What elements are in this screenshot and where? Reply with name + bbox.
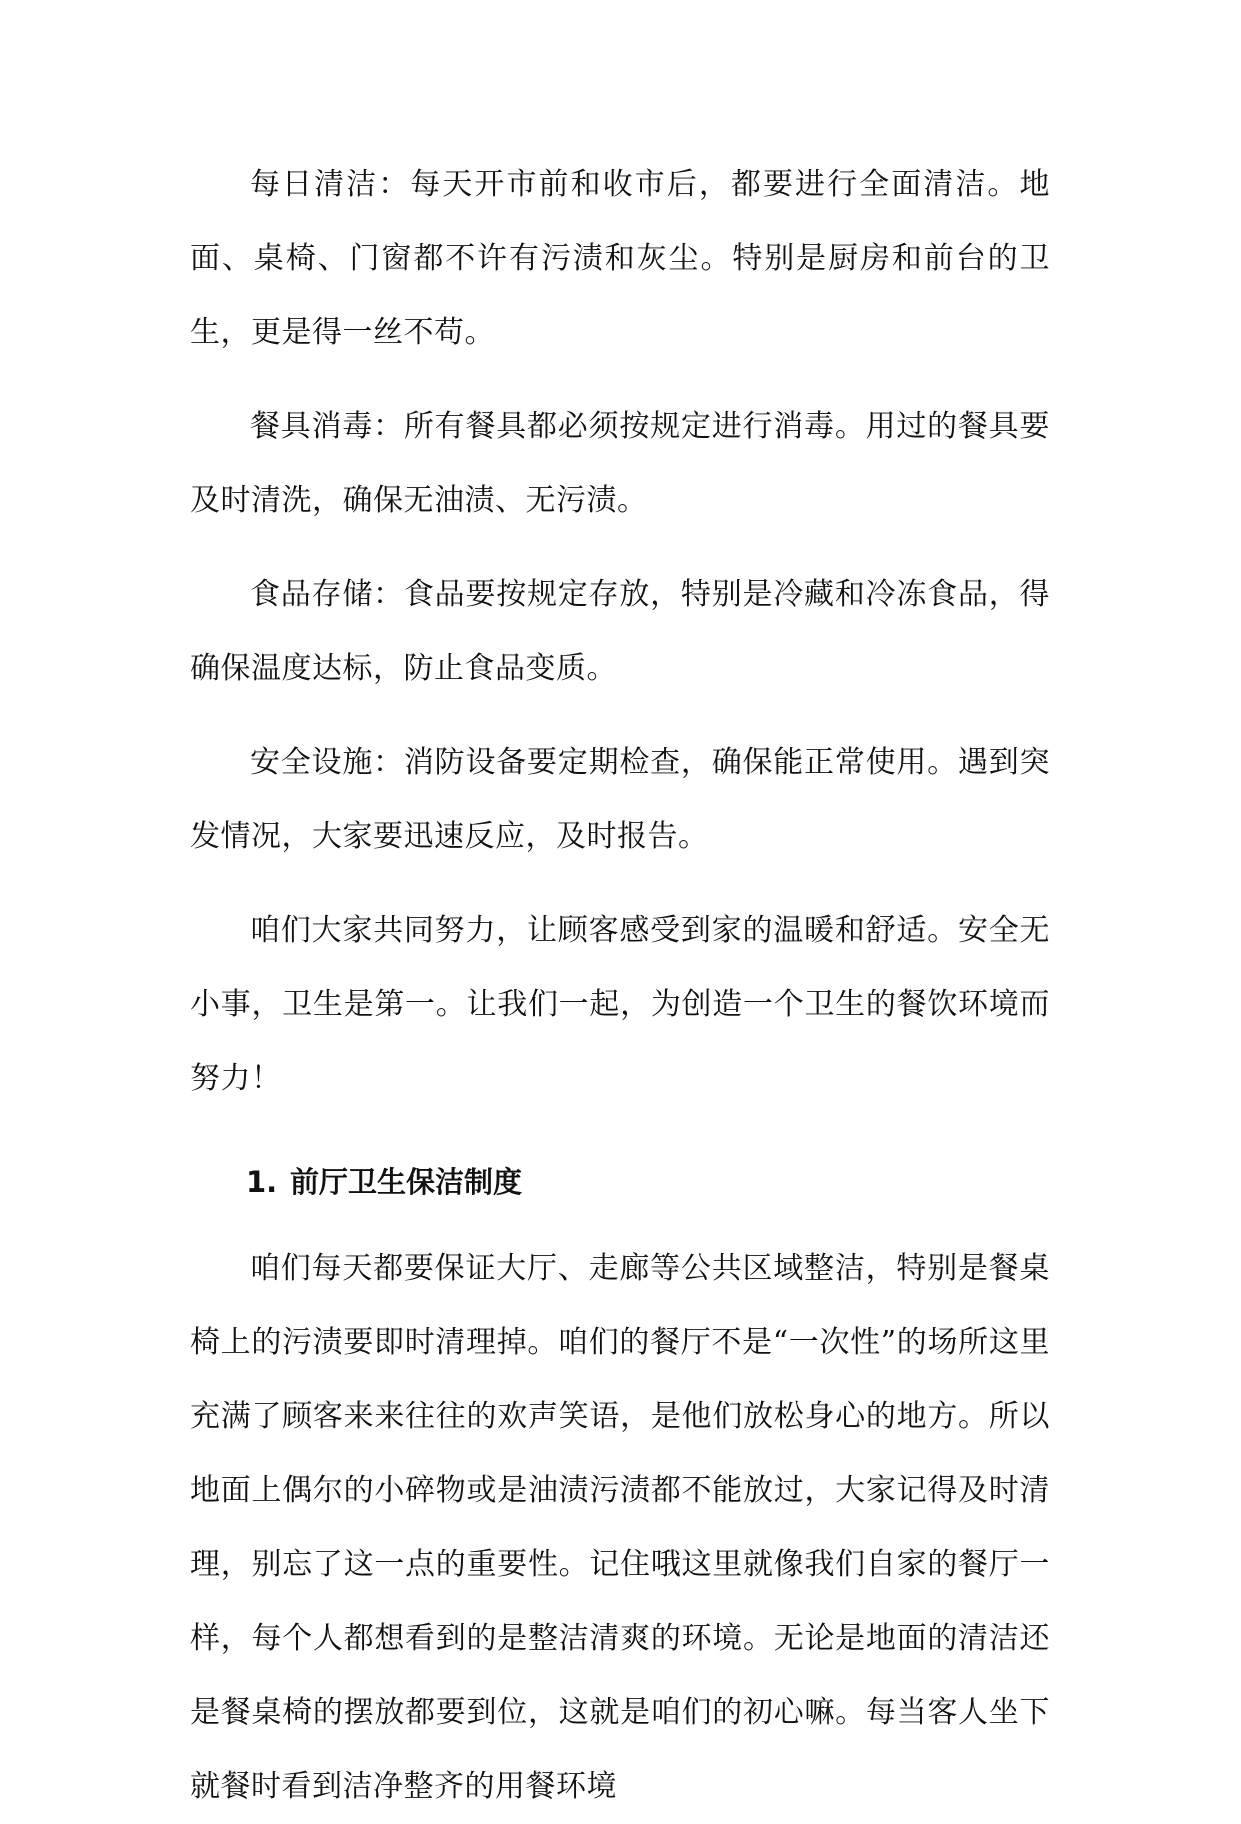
section-number: 1.: [246, 1165, 278, 1199]
paragraph-front-hall-cleaning: 咱们每天都要保证大厅、走廊等公共区域整洁，特别是餐桌椅上的污渍要即时清理掉。咱们的餐厅不是“一次性”的场所这里充满了顾客来来往往的欢声笑语，是他们放松身心的地方。所以地面上偶尔的小碎物或是油渍污渍都不能放过，大家记得及时清理，别忘了这一点的重要性。记住哦这里就像我们自家的餐厅一样，每个人都想看到的是整洁清爽的环境。无论是地面的清洁还是餐桌椅的摆放都要到位，这就是咱们的初心嘛。每当客人坐下就餐时看到洁净整齐的用餐环境: [190, 1251, 1050, 1804]
document-page: [190, 148, 1050, 1824]
paragraph-safety-facilities: 安全设施：消防设备要定期检查，确保能正常使用。遇到突发情况，大家要迅速反应，及时报告。: [190, 745, 1050, 854]
paragraph-food-storage: 食品存储：食品要按规定存放，特别是冷藏和冷冻食品，得确保温度达标，防止食品变质。: [190, 577, 1050, 686]
section-heading: [190, 1152, 1050, 1212]
paragraph-tableware-disinfection: 餐具消毒：所有餐具都必须按规定进行消毒。用过的餐具要及时清洗，确保无油渍、无污渍。: [190, 409, 1050, 518]
section-title: 前厅卫生保洁制度: [290, 1165, 523, 1199]
paragraph-daily-cleaning: 每日清洁：每天开市前和收市后，都要进行全面清洁。地面、桌椅、门窗都不许有污渍和灰尘。特别是厨房和前台的卫生，更是得一丝不苟。: [190, 167, 1050, 350]
paragraph-closing-appeal: 咱们大家共同努力，让顾客感受到家的温暖和舒适。安全无小事，卫生是第一。让我们一起，为创造一个卫生的餐饮环境而努力！: [190, 913, 1050, 1096]
